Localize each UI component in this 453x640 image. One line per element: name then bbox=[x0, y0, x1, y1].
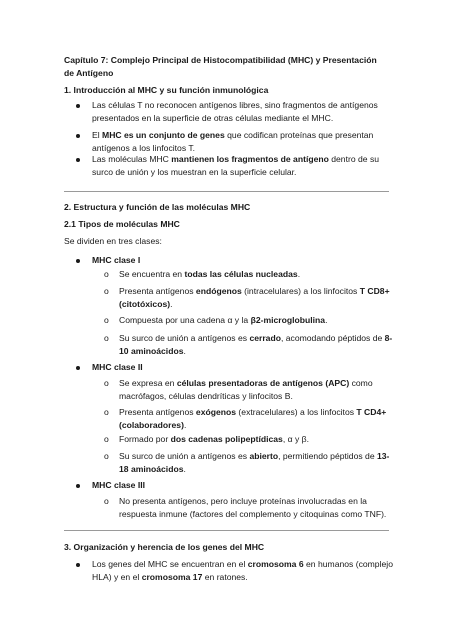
circle-bullet-icon: o bbox=[104, 269, 109, 279]
list-item: Presenta antígenos exógenos (extracelulares) a los linfocitos T CD4+ (colaboradores). bbox=[119, 407, 387, 430]
section-3-heading: 3. Organización y herencia de los genes del MHC bbox=[64, 542, 265, 552]
bullet-dot bbox=[76, 563, 80, 567]
circle-bullet-icon: o bbox=[104, 286, 109, 296]
list-item: Las moléculas MHC mantienen los fragmentos de antígeno dentro de su surco de unión y los muestran en la superficie celular. bbox=[92, 154, 380, 177]
list-item: Su surco de unión a antígenos es cerrado, acomodando péptidos de 8-10 aminoácidos. bbox=[119, 333, 393, 356]
circle-bullet-icon: o bbox=[104, 496, 109, 506]
bullet-dot bbox=[76, 104, 80, 108]
circle-bullet-icon: o bbox=[104, 315, 109, 325]
list-item: Formado por dos cadenas polipeptídicas, α y β. bbox=[119, 434, 309, 444]
section-1-heading: 1. Introducción al MHC y su función inmunológica bbox=[64, 85, 269, 95]
bullet-dot bbox=[76, 259, 80, 263]
page-title: Capítulo 7: Complejo Principal de Histocompatibilidad (MHC) y Presentación de Antígeno bbox=[64, 55, 377, 78]
list-item: Se encuentra en todas las células nucleadas. bbox=[119, 269, 301, 279]
circle-bullet-icon: o bbox=[104, 378, 109, 388]
circle-bullet-icon: o bbox=[104, 451, 109, 461]
list-item: No presenta antígenos, pero incluye proteínas involucradas en la respuesta inmune (factores del complemento y citoquinas como TNF). bbox=[119, 496, 387, 519]
bullet-dot bbox=[76, 366, 80, 370]
list-item: Los genes del MHC se encuentran en el cromosoma 6 en humanos (complejo HLA) y en el cromosoma 17 en ratones. bbox=[92, 559, 393, 582]
circle-bullet-icon: o bbox=[104, 333, 109, 343]
section-2-heading: 2. Estructura y función de las moléculas MHC bbox=[64, 202, 251, 212]
circle-bullet-icon: o bbox=[104, 434, 109, 444]
list-item: Las células T no reconocen antígenos libres, sino fragmentos de antígenos presentados en la superficie de otras células mediante el MHC. bbox=[92, 100, 378, 123]
section-intro: Se dividen en tres clases: bbox=[64, 236, 162, 246]
list-item: El MHC es un conjunto de genes que codifican proteínas que presentan antígenos a los linfocitos T. bbox=[92, 130, 374, 153]
class-ii-label: MHC clase II bbox=[92, 362, 143, 372]
class-iii-label: MHC clase III bbox=[92, 480, 146, 490]
list-item: Su surco de unión a antígenos es abierto, permitiendo péptidos de 13-18 aminoácidos. bbox=[119, 451, 390, 474]
divider bbox=[64, 191, 389, 192]
list-item: Presenta antígenos endógenos (intracelulares) a los linfocitos T CD8+ (citotóxicos). bbox=[119, 286, 390, 309]
bullet-dot bbox=[76, 134, 80, 138]
circle-bullet-icon: o bbox=[104, 407, 109, 417]
class-i-label: MHC clase I bbox=[92, 255, 141, 265]
list-item: Se expresa en células presentadoras de antígenos (APC) como macrófagos, células dendríticas y linfocitos B. bbox=[119, 378, 373, 401]
list-item: Compuesta por una cadena α y la β2-microglobulina. bbox=[119, 315, 328, 325]
subsection-heading: 2.1 Tipos de moléculas MHC bbox=[64, 219, 180, 229]
bullet-dot bbox=[76, 484, 80, 488]
divider bbox=[64, 530, 389, 531]
bullet-dot bbox=[76, 158, 80, 162]
